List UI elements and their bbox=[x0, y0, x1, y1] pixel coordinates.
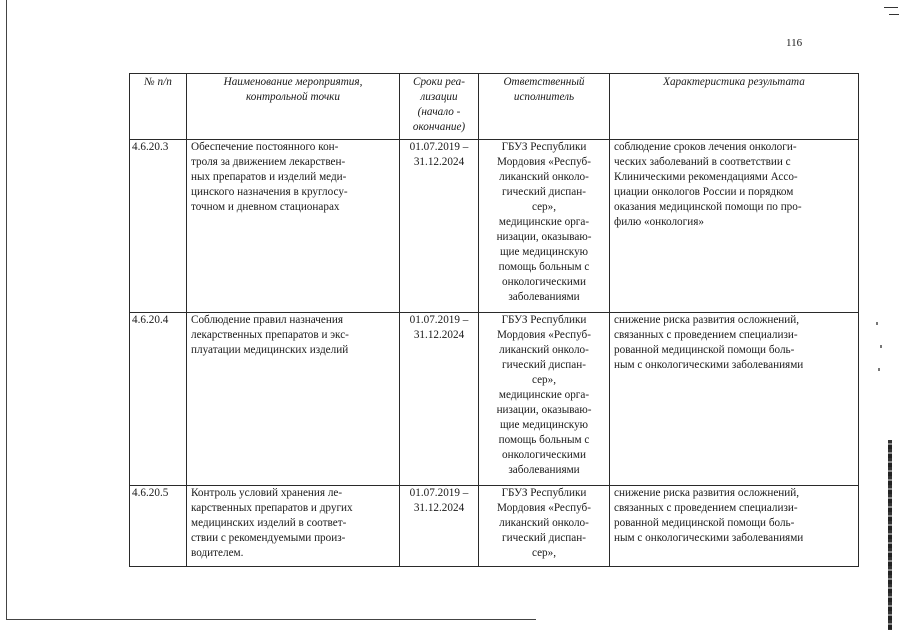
text-line: ческих заболеваний в соответствии с bbox=[614, 156, 791, 168]
scan-corner-mark bbox=[889, 14, 899, 15]
cell-activity-name bbox=[187, 486, 400, 567]
text-line: исполнитель bbox=[513, 91, 575, 103]
cell-activity-name bbox=[187, 313, 400, 486]
text-line: медицинских изделий в соответ- bbox=[191, 517, 347, 529]
scan-speck bbox=[876, 322, 878, 325]
header-cell-responsible bbox=[479, 74, 610, 140]
scan-corner-mark bbox=[884, 7, 898, 8]
text-line: рованной медицинской помощи боль- bbox=[614, 344, 795, 356]
page-number: 116 bbox=[786, 37, 803, 49]
text-line: 31.12.2024 bbox=[413, 329, 465, 341]
header-cell-name bbox=[187, 74, 400, 140]
header-cell-number bbox=[130, 74, 187, 140]
text-line: цинского назначения в круглосу- bbox=[191, 186, 348, 198]
text-line: ным с онкологическими заболеваниями bbox=[614, 359, 804, 371]
cell-result bbox=[610, 140, 859, 313]
text-line: лизации bbox=[420, 91, 458, 103]
text-line: низации, оказываю- bbox=[496, 231, 592, 243]
text-line: 31.12.2024 bbox=[413, 156, 465, 168]
cell-dates bbox=[400, 486, 479, 567]
text-line: медицинские орга- bbox=[498, 216, 590, 228]
text-line: контрольной точки bbox=[246, 91, 340, 103]
text-line: ных препаратов и изделий меди- bbox=[191, 171, 347, 183]
header-cell-result bbox=[610, 74, 859, 140]
text-line: рованной медицинской помощи боль- bbox=[614, 517, 795, 529]
text-line: ликанский онколо- bbox=[499, 171, 589, 183]
text-line: помощь больным с bbox=[498, 261, 590, 273]
text-line: заболеваниями bbox=[508, 291, 580, 303]
text-line: точном и дневном стационарах bbox=[191, 201, 340, 213]
text-line: медицинские орга- bbox=[498, 389, 590, 401]
text-line: ным с онкологическими заболеваниями bbox=[614, 532, 804, 544]
text-line: щие медицинскую bbox=[499, 419, 589, 431]
text-line: снижение риска развития осложнений, bbox=[614, 314, 800, 326]
cell-responsible bbox=[479, 313, 610, 486]
cell-number: 4.6.20.5 bbox=[130, 486, 187, 567]
text-line: помощь больным с bbox=[498, 434, 590, 446]
text-line: 31.12.2024 bbox=[413, 502, 465, 514]
text-line: онкологическими bbox=[502, 276, 586, 288]
text-line: гический диспан- bbox=[502, 186, 586, 198]
text-line: Обеспечение постоянного кон- bbox=[191, 141, 339, 153]
text-line: 01.07.2019 – bbox=[409, 314, 469, 326]
text-line: онкологическими bbox=[502, 449, 586, 461]
text-line: сер», bbox=[531, 201, 557, 213]
scan-bottom-line bbox=[6, 619, 536, 620]
text-line: карственных препаратов и других bbox=[191, 502, 353, 514]
text-line: ствии с рекомендуемыми произ- bbox=[191, 532, 346, 544]
cell-dates bbox=[400, 313, 479, 486]
text-line: 01.07.2019 – bbox=[409, 487, 469, 499]
cell-number: 4.6.20.3 bbox=[130, 140, 187, 313]
cell-activity-name bbox=[187, 140, 400, 313]
table-row bbox=[130, 140, 859, 313]
header-cell-dates bbox=[400, 74, 479, 140]
scan-margin-line bbox=[6, 0, 7, 620]
text-line: Наименование мероприятия, bbox=[223, 76, 363, 88]
text-line: заболеваниями bbox=[508, 464, 580, 476]
text-line: Контроль условий хранения ле- bbox=[191, 487, 343, 499]
cell-result bbox=[610, 313, 859, 486]
text-line: лекарственных препаратов и экс- bbox=[191, 329, 349, 341]
text-line: гический диспан- bbox=[502, 532, 586, 544]
text-line: водителем. bbox=[191, 547, 244, 559]
text-line: Ответственный bbox=[503, 76, 585, 88]
text-line: Сроки реа- bbox=[412, 76, 465, 88]
text-line: 01.07.2019 – bbox=[409, 141, 469, 153]
text-line: плуатации медицинских изделий bbox=[191, 344, 349, 356]
activity-table bbox=[129, 73, 859, 567]
scan-right-edge-artifact bbox=[888, 440, 892, 630]
text-line: ликанский онколо- bbox=[499, 344, 589, 356]
text-line: Мордовия «Респуб- bbox=[497, 329, 591, 341]
text-line: соблюдение сроков лечения онкологи- bbox=[614, 141, 797, 153]
text-line: гический диспан- bbox=[502, 359, 586, 371]
scan-speck bbox=[880, 345, 882, 348]
text-line: оказания медицинской помощи по про- bbox=[614, 201, 802, 213]
text-line: ГБУЗ Республики bbox=[501, 487, 587, 499]
text-line: (начало - bbox=[417, 106, 461, 118]
text-line: снижение риска развития осложнений, bbox=[614, 487, 800, 499]
text-line: филю «онкология» bbox=[614, 216, 704, 228]
text-line: Клиническими рекомендациями Ассо- bbox=[614, 171, 798, 183]
text-line: связанных с проведением специализи- bbox=[614, 329, 798, 341]
text-line: сер», bbox=[531, 547, 557, 559]
text-line: низации, оказываю- bbox=[496, 404, 592, 416]
text-line: сер», bbox=[531, 374, 557, 386]
text-line: щие медицинскую bbox=[499, 246, 589, 258]
text-line: ликанский онколо- bbox=[499, 517, 589, 529]
text-line: Характеристика результата bbox=[663, 76, 805, 88]
text-line: окончание) bbox=[412, 121, 466, 133]
text-line: ГБУЗ Республики bbox=[501, 141, 587, 153]
cell-number: 4.6.20.4 bbox=[130, 313, 187, 486]
text-line: ГБУЗ Республики bbox=[501, 314, 587, 326]
text-line: № п/п bbox=[144, 76, 172, 88]
table-row bbox=[130, 313, 859, 486]
scan-speck bbox=[878, 368, 880, 371]
text-line: циации онкологов России и порядком bbox=[614, 186, 794, 198]
text-line: Мордовия «Респуб- bbox=[497, 502, 591, 514]
table-header-row bbox=[130, 74, 859, 140]
table-row bbox=[130, 486, 859, 567]
cell-dates bbox=[400, 140, 479, 313]
text-line: Мордовия «Респуб- bbox=[497, 156, 591, 168]
text-line: Соблюдение правил назначения bbox=[191, 314, 344, 326]
cell-responsible bbox=[479, 486, 610, 567]
cell-result bbox=[610, 486, 859, 567]
cell-responsible bbox=[479, 140, 610, 313]
text-line: связанных с проведением специализи- bbox=[614, 502, 798, 514]
text-line: троля за движением лекарствен- bbox=[191, 156, 346, 168]
